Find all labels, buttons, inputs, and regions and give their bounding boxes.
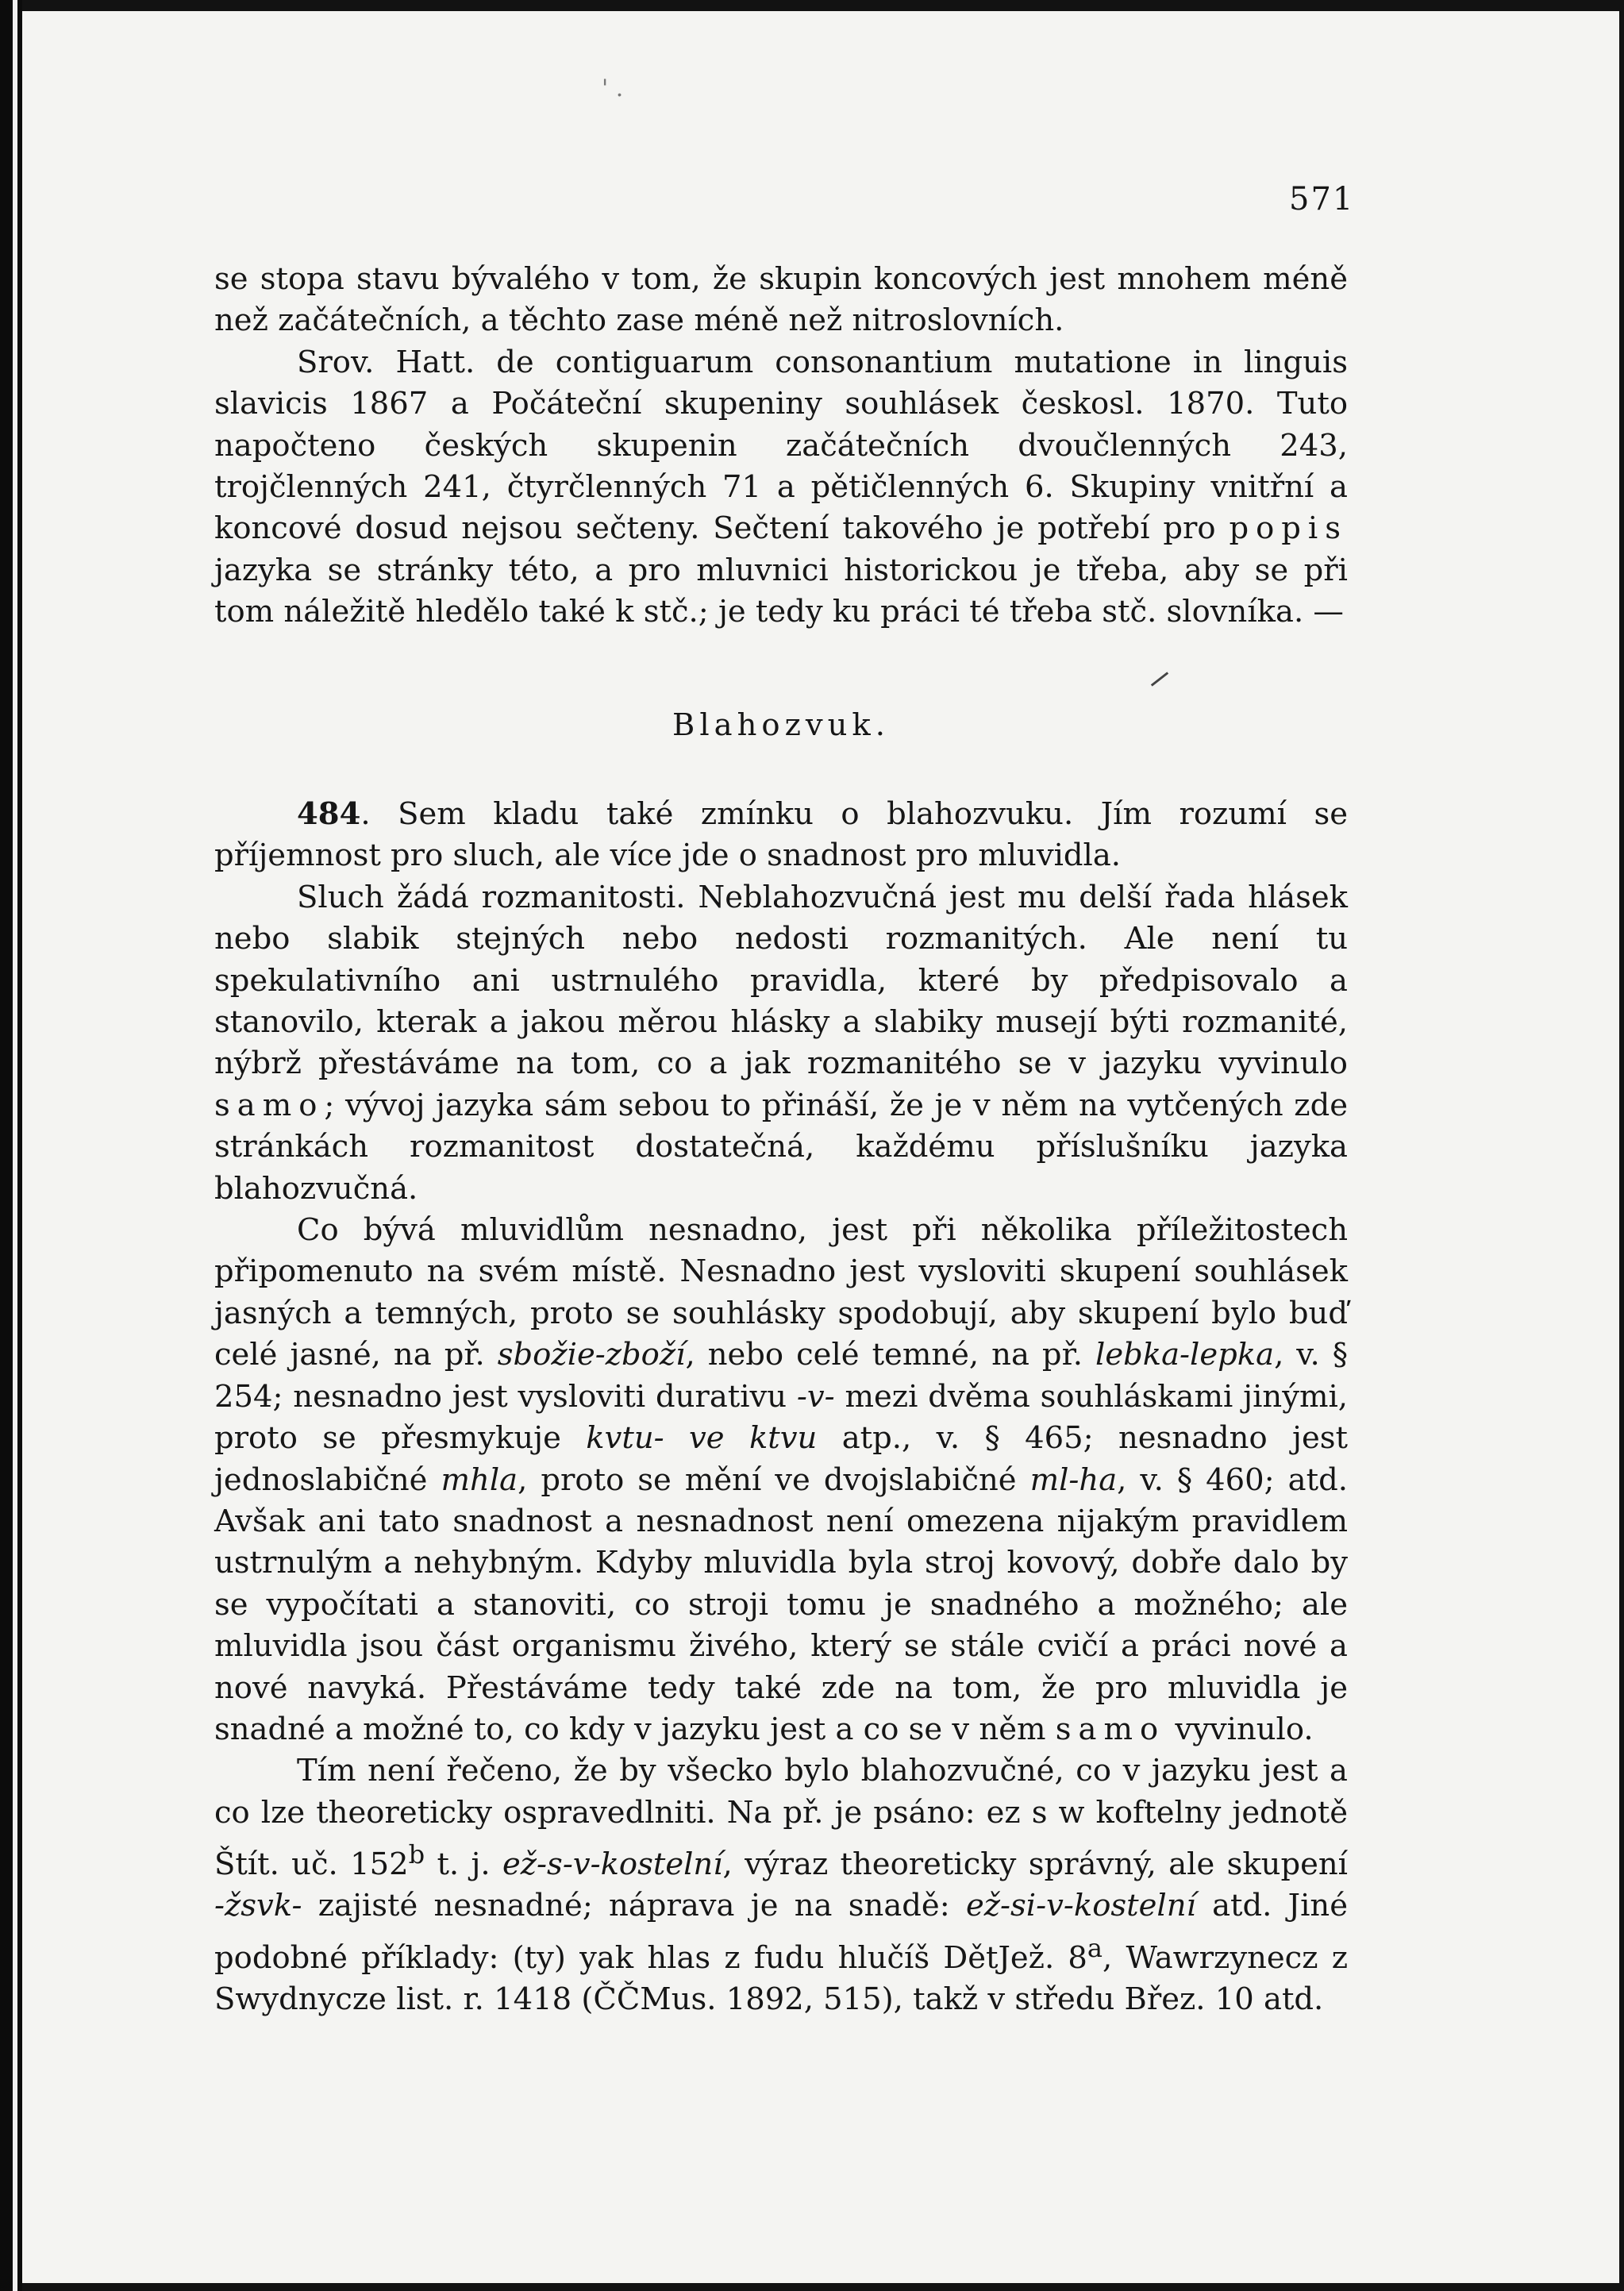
paragraph-text: Srov. Hatt. de contiguarum consonantium mutatione in linguis slavicis 1867 a Počáteční skupeniny souhlásek českosl. 1870. Tuto napočteno českých skupenin začátečních dvoučlenných 243, trojčlenných 241, čtyrčlenných 71 a pětičlenných 6. Skupiny vnitřní a koncové dosud nejsou sečteny. Sečtení takového je potřebí pro <box>214 344 1348 547</box>
spaced-emphasis: samo <box>214 1087 325 1123</box>
section-number: 484 <box>297 796 361 832</box>
example-word: ml-ha <box>1029 1461 1118 1498</box>
paragraph-intro <box>214 794 1348 877</box>
paragraph-text: ; vývoj jazyka sám sebou to přináší, že je v něm na vytčených zde stránkách rozmanitost dostatečná, každému příslušníku jazyka blahozvučná. <box>214 1087 1348 1207</box>
paragraph-text: Sluch žádá rozmanitosti. Neblahozvučná jest mu delší řada hlásek nebo slabik stejných nebo nedosti rozmanitých. Ale není tu spekulativního ani ustrnulého pravidla, které by předpisovalo a stanovilo, kterak a jakou měrou hlásky a slabiky musejí býti rozmanité, nýbrž přestáváme na tom, co a jak rozmanitého se v jazyku vyvinulo <box>214 879 1348 1082</box>
example-word: sbožie-zboží <box>497 1337 686 1373</box>
paragraph-text: atd. Jiné podobné příklady: (ty) yak hlas z fudu hlučíš DětJež. 8 <box>214 1888 1348 1976</box>
paragraph-text: jazyka se stránky této, a pro mluvnici historickou je třeba, aby se při tom náležitě hledělo také k stč.; je tedy ku práci té třeba stč. slovníka. — <box>214 552 1348 630</box>
paragraph-text: Co bývá mluvidlům nesnadno, jest při několika příležitostech připomenuto na svém místě. Nesnadno jest vysloviti skupení souhlásek jasných a temných, proto se souhlásky spodobují, aby skupení bylo buď celé jasné, na př. <box>214 1212 1348 1373</box>
paragraph-hearing <box>214 877 1348 1210</box>
paragraph-articulation <box>214 1210 1348 1750</box>
spaced-emphasis: popis <box>1229 510 1348 547</box>
example-word: -v- <box>796 1378 835 1415</box>
page-number: 571 <box>1289 181 1355 218</box>
paragraph-text: mezi dvěma souhláskami jinými, proto se přesmykuje <box>214 1378 1349 1457</box>
paragraph-text: , v. § 254; nesnadno jest vysloviti durativu <box>214 1337 1348 1415</box>
paragraph-text: Tím není řečeno, že by všecko bylo blahozvučné, co v jazyku jest a co lze theoreticky ospravedlniti. Na př. je psáno: ez s w koftelny jednotě Štít. uč. 152 <box>214 1753 1348 1882</box>
paragraph-text: se stopa stavu bývalého v tom, že skupin koncových jest mnohem méně než začátečních, a těchto zase méně než nitroslovních. <box>214 261 1348 339</box>
paragraph-text: . Sem kladu také zmínku o blahozvuku. Jím rozumí se příjemnost pro sluch, ale více jde o snadnost pro mluvidla. <box>214 796 1348 874</box>
paragraph-text: , proto se mění ve dvojslabičné <box>518 1461 1030 1498</box>
superscript: b <box>408 1839 425 1870</box>
scan-edge-highlight <box>13 0 17 2291</box>
paragraph-text: , nebo celé temné, na př. <box>685 1337 1095 1373</box>
paragraph-text: atp., v. § 465; nesnadno jest jednoslabičné <box>214 1420 1348 1498</box>
paragraph-text: t. j. <box>425 1846 502 1882</box>
paragraph-text: zajisté nesnadné; náprava je na snadě: <box>302 1888 966 1924</box>
paragraph-examples <box>214 1750 1348 2020</box>
example-word: -žsvk- <box>214 1888 302 1924</box>
paragraph-text: , výraz theoreticky správný, ale skupení <box>722 1846 1348 1882</box>
example-word: ež-si-v-kostelní <box>965 1888 1196 1924</box>
example-word: mhla <box>441 1461 518 1498</box>
scan-left-edge <box>0 0 22 2291</box>
example-word: kvtu- ve ktvu <box>586 1420 818 1457</box>
stray-dots-mark: ' . <box>602 75 624 102</box>
paragraph-references <box>214 342 1348 633</box>
top-text-block <box>214 259 1348 633</box>
paragraph-text: , v. § 460; atd. Avšak ani tato snadnost a nesnadnost není omezena nijakým pravidlem ustrnulým a nehybným. Kdyby mluvidla byla stroj kovový, dobře dalo by se vypočítati a stanoviti, co stroji tomu je snadného a možného; ale mluvidla jsou část organismu živého, který se stále cvičí a práci nové a nové navyká. Přestáváme tedy také zde na tom, že pro mluvidla je snadné a možné to, co kdy v jazyku jest a co se v něm <box>214 1461 1348 1747</box>
example-word: lebka-lepka <box>1095 1337 1275 1373</box>
paragraph-text: , Wawrzynecz z Swydnycze list. r. 1418 (ČČMus. 1892, 515), takž v středu Břez. 10 atd. <box>214 1939 1348 2018</box>
spaced-emphasis: samo <box>1055 1711 1166 1747</box>
section-heading: Blahozvuk. <box>672 707 890 743</box>
superscript: a <box>1087 1932 1103 1963</box>
paragraph-text: vyvinulo. <box>1165 1711 1314 1747</box>
example-word: ež-s-v-kostelní <box>502 1846 723 1882</box>
paragraph-continuation <box>214 259 1348 342</box>
section-text-block <box>214 794 1348 2020</box>
